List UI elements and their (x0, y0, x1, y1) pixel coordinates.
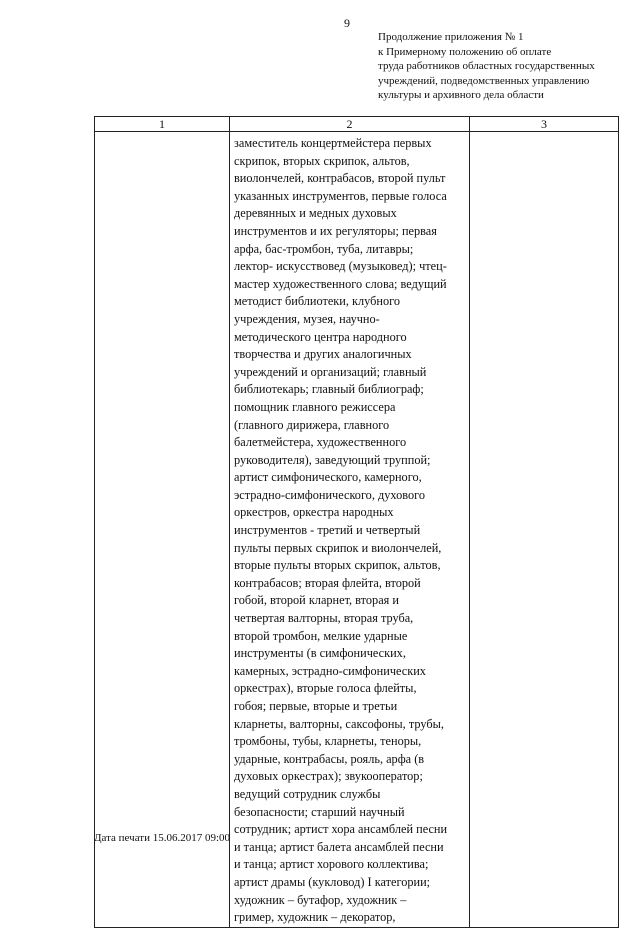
text-line: и танца; артист балета ансамблей песни (234, 839, 444, 854)
print-date: Дата печати 15.06.2017 09:00 (94, 832, 231, 844)
text-line: артист симфонического, камерного, (234, 470, 422, 485)
text-line: указанных инструментов, первые голоса (234, 188, 447, 203)
text-line: заместитель концертмейстера первых (234, 136, 432, 150)
text-line: помощник главного режиссера (234, 399, 396, 414)
appendix-header-line: к Примерному положению об оплате (378, 45, 552, 58)
text-line: учреждения, музея, научно- (234, 311, 380, 326)
text-line: гобоя; первые, вторые и третьи (234, 699, 398, 713)
table-header-row (95, 117, 619, 132)
text-line: камерных, эстрадно-симфонических (234, 663, 426, 678)
text-line: деревянных и медных духовых (234, 206, 397, 221)
column-2-cell (230, 132, 470, 928)
text-line: инструментов - третий и четвертый (234, 523, 421, 538)
text-line: учреждений и организаций; главный (234, 364, 427, 379)
page-number: 9 (344, 16, 350, 30)
text-line: оркестров, оркестра народных (234, 505, 394, 520)
text-line: лектор- искусствовед (музыковед); чтец- (234, 259, 447, 274)
text-line: гример, художник – декоратор, (234, 910, 396, 925)
position-list-text (230, 132, 469, 927)
positions-table (94, 116, 619, 928)
text-line: мастер художественного слова; ведущий (234, 276, 447, 291)
column-header-3: 3 (470, 117, 619, 132)
text-line: кларнеты, валторны, саксофоны, трубы, (234, 716, 444, 731)
appendix-header (378, 30, 628, 103)
text-line: эстрадно-симфонического, духового (234, 487, 425, 502)
text-line: скрипок, вторых скрипок, альтов, (234, 153, 410, 168)
column-1-cell (95, 132, 230, 928)
text-line: инструменты (в симфонических, (234, 646, 406, 661)
text-line: и танца; артист хорового коллектива; (234, 857, 429, 872)
appendix-header-line: культуры и архивного дела области (378, 89, 544, 101)
appendix-header-line: учреждений, подведомственных управлению (378, 74, 590, 87)
text-line: инструментов и их регуляторы; первая (234, 223, 437, 238)
text-line: виолончелей, контрабасов, второй пульт (234, 171, 446, 186)
text-line: арфа, бас-тромбон, туба, литавры; (234, 241, 414, 256)
text-line: вторые пульты вторых скрипок, альтов, (234, 558, 441, 573)
text-line: артист драмы (кукловод) I категории; (234, 874, 431, 889)
column-3-cell (470, 132, 619, 928)
text-line: контрабасов; вторая флейта, второй (234, 575, 421, 590)
text-line: художник – бутафор, художник – (234, 892, 407, 907)
text-line: оркестрах), вторые голоса флейты, (234, 681, 417, 696)
text-line: методического центра народного (234, 329, 407, 344)
text-line: балетмейстера, художественного (234, 435, 407, 450)
column-header-1: 1 (95, 117, 230, 132)
text-line: духовых оркестрах); звукооператор; (234, 769, 423, 784)
table-row (95, 132, 619, 928)
text-line: сотрудник; артист хора ансамблей песни (234, 822, 448, 837)
text-line: безопасности; старший научный (234, 804, 405, 819)
text-line: пульты первых скрипок и виолончелей, (234, 540, 442, 555)
appendix-header-line: Продолжение приложения № 1 (378, 31, 524, 43)
text-line: четвертая валторны, вторая труба, (234, 611, 414, 626)
text-line: гобой, второй кларнет, вторая и (234, 593, 399, 608)
text-line: методист библиотеки, клубного (234, 294, 400, 309)
text-line: ведущий сотрудник службы (234, 786, 381, 801)
text-line: творчества и других аналогичных (234, 347, 412, 362)
appendix-header-line: труда работников областных государственных (378, 60, 595, 72)
text-line: (главного дирижера, главного (234, 417, 390, 432)
text-line: библиотекарь; главный библиограф; (234, 382, 424, 397)
text-line: тромбоны, тубы, кларнеты, теноры, (234, 734, 422, 749)
text-line: второй тромбон, мелкие ударные (234, 628, 408, 643)
text-line: ударные, контрабасы, рояль, арфа (в (234, 751, 425, 766)
text-line: руководителя), заведующий труппой; (234, 452, 431, 467)
column-header-2: 2 (230, 117, 470, 132)
